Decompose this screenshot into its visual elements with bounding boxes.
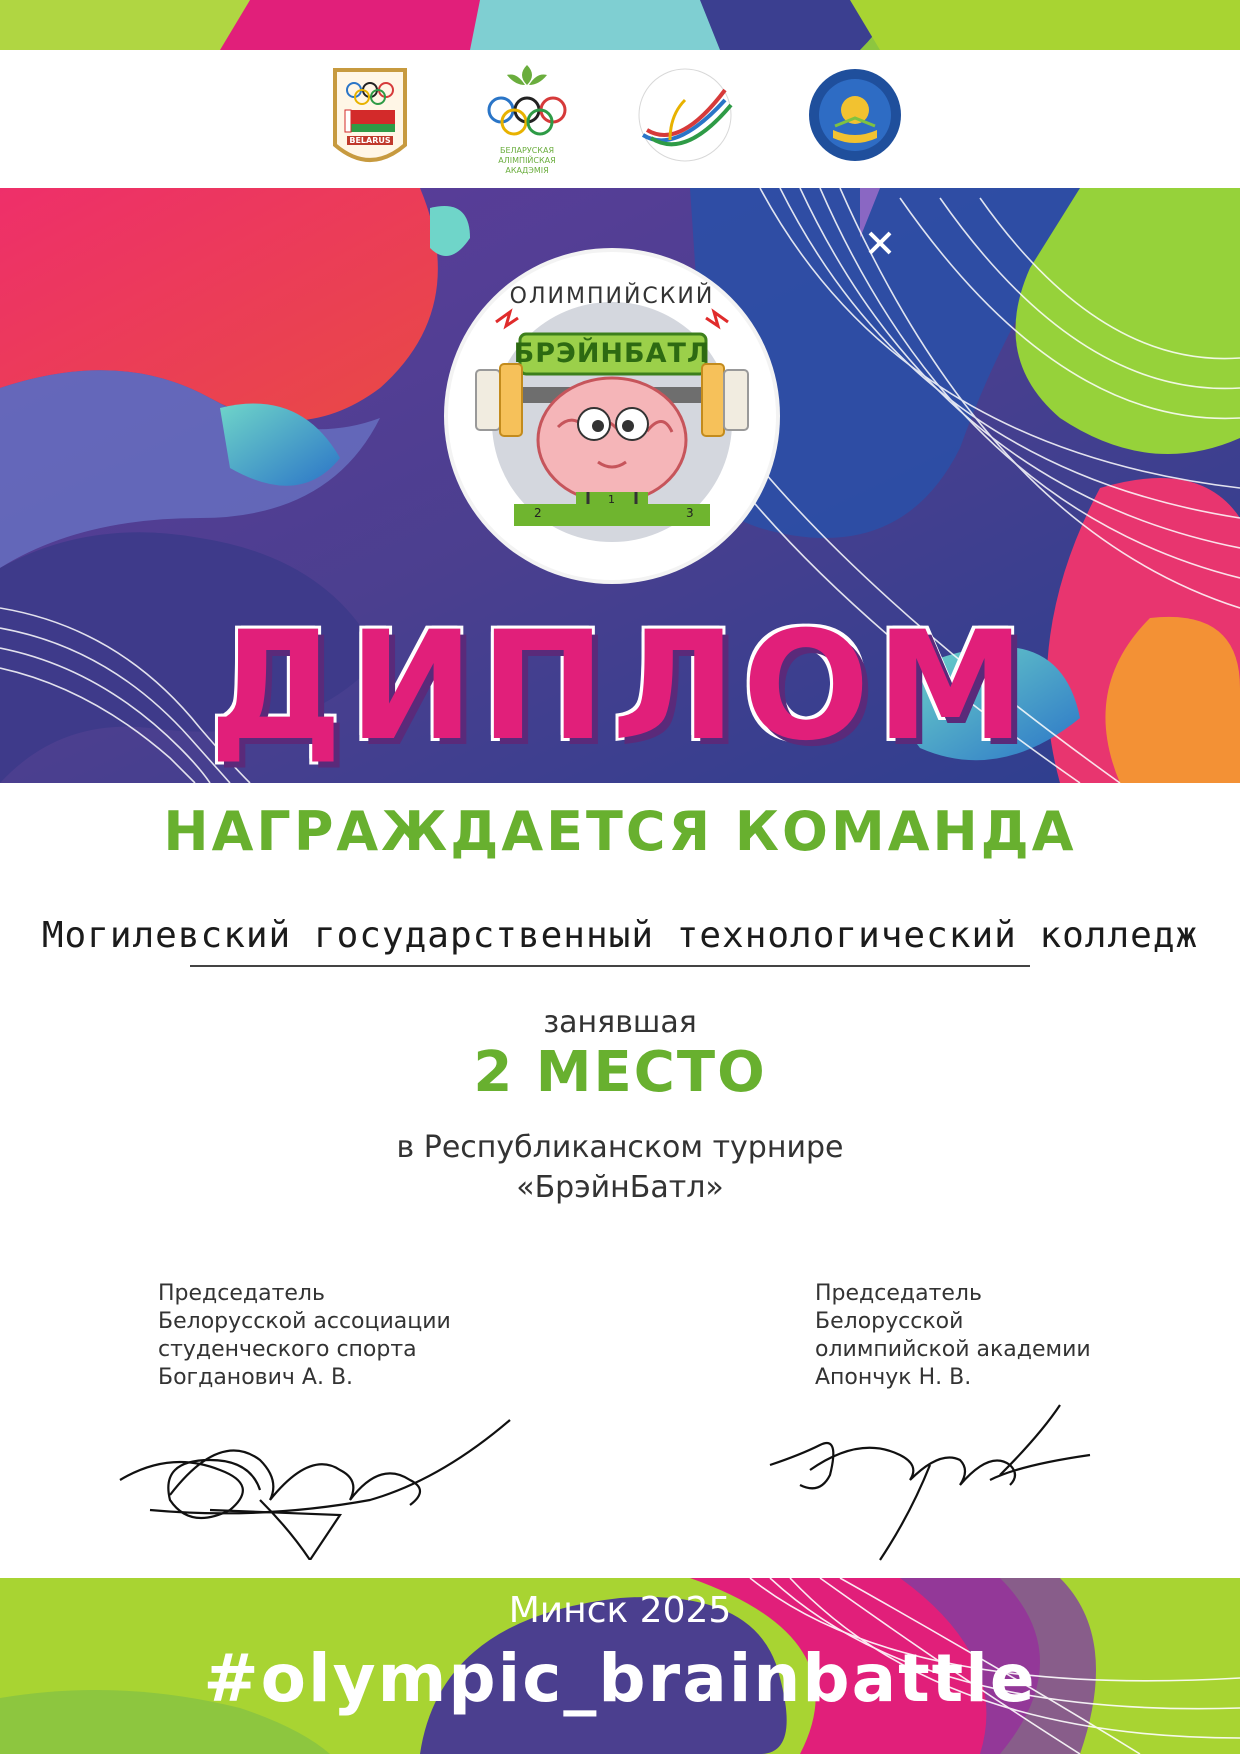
signatory-left (158, 1280, 451, 1392)
team-name: Могилевский государственный технологический колледж (41, 915, 1199, 956)
student-sport-association-logo (625, 60, 745, 180)
occupied-label: занявшая (543, 1005, 697, 1040)
podium-place-1: 1 (608, 493, 615, 506)
belarus-olympic-committee-logo (320, 60, 420, 180)
brainbattle-badge (448, 252, 776, 580)
badge-top-text: ОЛИМПИЙСКИЙ (509, 284, 715, 309)
team-name-underline (190, 965, 1030, 967)
shield-icon (320, 60, 420, 180)
tournament-text (0, 1128, 1240, 1208)
diploma-title: ДИПЛОМ (208, 600, 1032, 774)
signatory-right-line-3: олимпийской академии (815, 1337, 1091, 1362)
signatory-right (815, 1280, 1091, 1392)
signatory-right-line-1: Председатель (815, 1281, 982, 1306)
top-decor-strip (0, 0, 1240, 50)
ribbon-emblem-icon (625, 60, 745, 180)
hashtag: #olympic_brainbattle (203, 1640, 1037, 1717)
academy-logo-label: БЕЛАРУСКАЯ АЛІМПІЙСКАЯ АКАДЭМІЯ (498, 146, 556, 175)
tournament-line-2: «БрэйнБатл» (516, 1170, 724, 1205)
signatory-left-line-1: Председатель (158, 1281, 325, 1306)
badge-main-text: БРЭЙНБАТЛ (513, 338, 711, 369)
signatory-left-line-4: Богданович А. В. (158, 1365, 354, 1390)
city-year: Минск 2025 (508, 1590, 732, 1631)
logos-band (0, 50, 1240, 190)
emblem-icon (805, 60, 905, 180)
place-result: 2 МЕСТО (473, 1040, 767, 1105)
podium-place-3: 3 (686, 506, 694, 520)
signatory-right-line-2: Белорусской (815, 1309, 964, 1334)
awarded-heading: НАГРАЖДАЕТСЯ КОМАНДА (163, 800, 1077, 863)
top-decor-graphic (0, 0, 1240, 50)
signature-right (760, 1395, 1120, 1565)
signature-left (110, 1400, 530, 1560)
belarusian-olympic-academy-logo (477, 60, 577, 180)
belarus-logo-label: BELARUS (349, 136, 391, 145)
ministry-education-emblem (805, 60, 905, 180)
tournament-line-1: в Республиканском турнире (396, 1130, 844, 1165)
signatory-left-line-3: студенческого спорта (158, 1337, 417, 1362)
signatory-right-line-4: Апончук Н. В. (815, 1365, 972, 1390)
podium-place-2: 2 (534, 506, 542, 520)
signatory-left-line-2: Белорусской ассоциации (158, 1309, 451, 1334)
